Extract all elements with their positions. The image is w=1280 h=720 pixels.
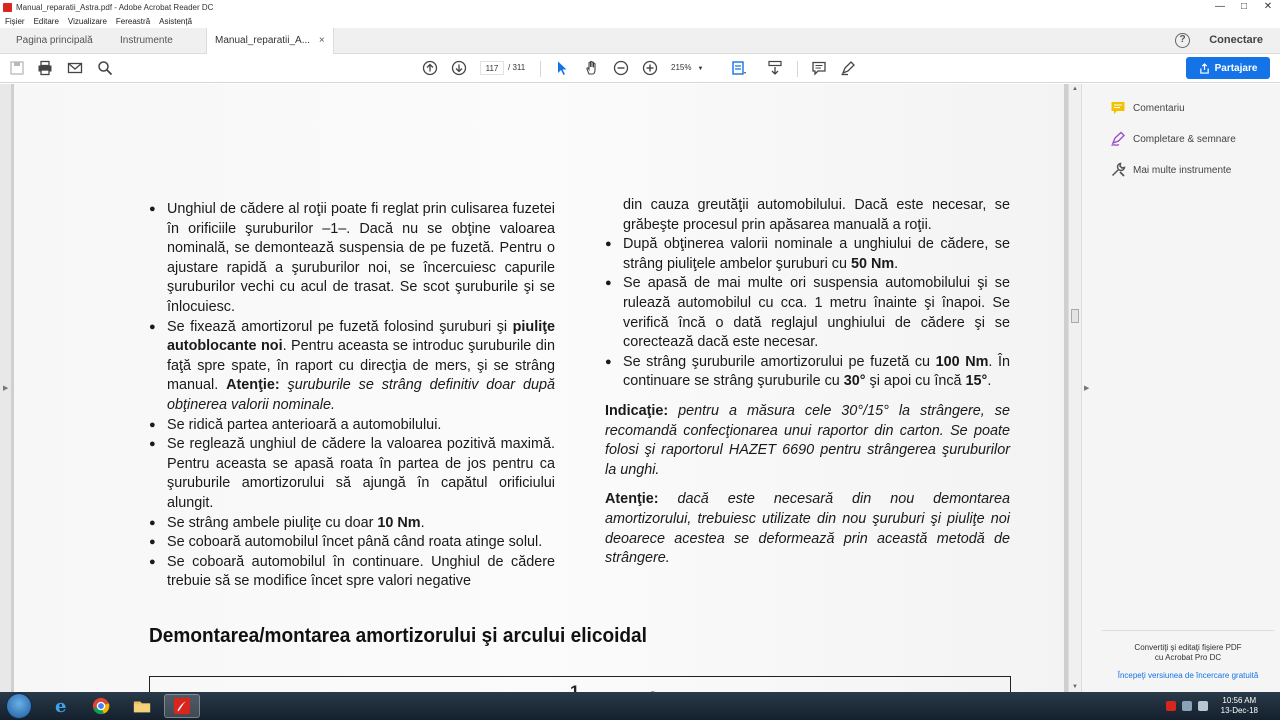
zoom-out-icon[interactable] bbox=[612, 59, 630, 77]
tools-pane bbox=[1081, 84, 1280, 692]
comment-icon bbox=[1110, 100, 1126, 116]
clock-time: 10:56 AM bbox=[1222, 696, 1257, 705]
window-title: Manual_reparatii_Astra.pdf - Adobe Acrobat Reader DC bbox=[16, 2, 214, 12]
print-icon[interactable] bbox=[36, 59, 54, 77]
scroll-up-icon[interactable]: ▲ bbox=[1072, 86, 1078, 92]
page-number-input[interactable]: 117 bbox=[480, 61, 504, 75]
list-item-continued: din cauza greutăţii automobilului. Dacă este necesar, se grăbeşte procesul prin apăsarea manuală a roţii. bbox=[623, 197, 1010, 233]
internet-explorer-icon[interactable] bbox=[44, 694, 80, 718]
promo-line1: Convertiţi şi editaţi fişiere PDF bbox=[1134, 643, 1242, 652]
fit-page-icon[interactable] bbox=[730, 59, 748, 77]
close-button[interactable]: ✕ bbox=[1263, 1, 1273, 12]
section-heading: Demontarea/montarea amortizorului şi arcului elicoidal bbox=[149, 624, 647, 647]
toolbar-divider bbox=[540, 61, 541, 77]
start-button[interactable] bbox=[6, 693, 32, 719]
note-warning: Atenţie: dacă este necesară din nou demontarea amortizorului, trebuiesc utilizate din nou şuruburi şi piuliţe noi deoarece acestea se deformează prin această metodă de strângere. bbox=[605, 491, 1010, 567]
menu-bar bbox=[0, 14, 1280, 28]
hand-icon[interactable] bbox=[583, 59, 601, 77]
menu-help[interactable]: Asistență bbox=[159, 16, 193, 26]
share-button[interactable] bbox=[1186, 57, 1270, 79]
zoom-select[interactable] bbox=[671, 61, 715, 75]
select-arrow-icon[interactable] bbox=[553, 59, 571, 77]
list-item: ● Se fixează amortizorul pe fuzetă folosind şuruburi şi piuliţe autoblocante noi. Pentru aceasta se introduc şuruburile din faţă spre spate, în raport cu direcţia de mers, şi se strâng manual. Atenţie: şuruburile se strâng definitiv doar după obţinerea valorii nominale. bbox=[149, 318, 555, 416]
system-tray bbox=[1163, 692, 1280, 720]
note-indication: Indicaţie: pentru a măsura cele 30°/15° la strângere, se recomandă confecţionarea unui raportor din carton. Se poate folosi şi raportorul HAZET 6690 pentru strângerea şuruburilor la unghi. bbox=[605, 402, 1010, 478]
highlight-icon[interactable] bbox=[839, 59, 857, 77]
list-item: ● După obţinerea valorii nominale a unghiului de cădere, se strâng piuliţele ambelor şuruburi cu 50 Nm. bbox=[605, 235, 1010, 274]
acrobat-tray-icon[interactable] bbox=[1166, 701, 1176, 711]
maximize-button[interactable]: □ bbox=[1240, 1, 1248, 12]
menu-view[interactable]: Vizualizare bbox=[67, 16, 107, 26]
clock-date: 13-Dec-18 bbox=[1220, 706, 1258, 715]
share-label: Partajare bbox=[1214, 62, 1258, 74]
menu-file[interactable]: Fișier bbox=[5, 16, 25, 26]
acrobat-app-icon bbox=[3, 3, 12, 12]
tab-document[interactable] bbox=[206, 28, 334, 54]
share-icon bbox=[1199, 63, 1210, 74]
fill-sign-icon bbox=[1110, 131, 1126, 147]
acrobat-taskbar-icon[interactable] bbox=[164, 694, 200, 718]
vertical-scrollbar[interactable] bbox=[1068, 84, 1081, 692]
window-controls bbox=[1214, 0, 1274, 14]
list-item: ● Unghiul de cădere al roţii poate fi reglat prin culisarea fuzetei în orificiile şuruburilor –1–. Dacă nu se obţine valoarea nominală, se demontează suspensia de pe fuzetă. Pentru o ajustare rapidă a şuruburilor noi, se încercuiesc capurile şuruburilor vechi cu acul de trasat. Se scot şuruburile şi se înlocuiesc. bbox=[149, 200, 555, 318]
tool-more[interactable] bbox=[1110, 160, 1231, 180]
menu-edit[interactable]: Editare bbox=[33, 16, 59, 26]
save-icon[interactable] bbox=[8, 59, 26, 77]
tab-close-icon[interactable]: × bbox=[318, 35, 325, 46]
collapse-arrow-icon[interactable]: ▶ bbox=[1084, 385, 1090, 392]
toolbar-divider bbox=[797, 61, 798, 77]
tool-fill-sign-label: Completare & semnare bbox=[1133, 133, 1236, 145]
scroll-mode-icon[interactable] bbox=[766, 59, 784, 77]
volume-icon[interactable] bbox=[1198, 701, 1208, 711]
text-column-right bbox=[605, 196, 1010, 569]
tool-comment-label: Comentariu bbox=[1133, 102, 1185, 114]
list-item: ● Se reglează unghiul de cădere la valoarea pozitivă maximă. Pentru aceasta se apasă roata în partea de jos pentru ca şuruburile amortizorului să ajungă în capătul orificiului alungit. bbox=[149, 435, 555, 513]
list-item: ● Se coboară automobilul în continuare. Unghiul de cădere trebuie să se modifice încet spre valori negative bbox=[149, 553, 555, 592]
tool-fill-sign[interactable] bbox=[1110, 129, 1236, 149]
minimize-button[interactable]: — bbox=[1215, 1, 1225, 12]
email-icon[interactable] bbox=[66, 59, 84, 77]
network-icon[interactable] bbox=[1182, 701, 1192, 711]
left-panel-toggle[interactable] bbox=[0, 84, 12, 692]
free-trial-link[interactable]: Începeţi versiunea de încercare gratuită bbox=[1117, 671, 1259, 680]
text-column-left bbox=[149, 200, 555, 592]
list-item: ● Se coboară automobilul încet până când roata atinge solul. bbox=[149, 533, 555, 553]
search-icon[interactable] bbox=[96, 59, 114, 77]
comment-icon[interactable] bbox=[810, 59, 828, 77]
page-down-icon[interactable] bbox=[450, 59, 468, 77]
page-up-icon[interactable] bbox=[421, 59, 439, 77]
windows-taskbar bbox=[0, 692, 1280, 720]
document-viewer[interactable] bbox=[12, 84, 1068, 692]
clock[interactable] bbox=[1221, 696, 1258, 716]
svg-text:e: e bbox=[55, 696, 67, 717]
tab-document-label: Manual_reparatii_A... bbox=[215, 35, 311, 46]
zoom-in-icon[interactable] bbox=[641, 59, 659, 77]
promo-line2: cu Acrobat Pro DC bbox=[1154, 653, 1222, 662]
page-total: / 311 bbox=[508, 63, 526, 72]
tab-home[interactable]: Pagina principală bbox=[16, 35, 93, 46]
list-item: ● Se strâng ambele piuliţe cu doar 10 Nm. bbox=[149, 514, 555, 534]
tools-icon bbox=[1110, 162, 1126, 178]
tab-bar bbox=[0, 28, 1280, 54]
expand-arrow-icon: ▶ bbox=[3, 385, 9, 392]
list-item: ● Se apasă de mai multe ori suspensia automobilului şi se rulează automobilul cu cca. 1 metru înainte şi înapoi. Se verifică încă o dată reglajul unghiului de cădere şi se corectează dacă este necesar. bbox=[605, 274, 1010, 352]
tool-more-label: Mai multe instrumente bbox=[1133, 164, 1232, 176]
chevron-down-icon: ▼ bbox=[697, 66, 704, 72]
chrome-icon[interactable] bbox=[83, 694, 119, 718]
file-explorer-icon[interactable] bbox=[124, 694, 160, 718]
tool-comment[interactable] bbox=[1110, 98, 1185, 118]
help-icon[interactable]: ? bbox=[1175, 33, 1190, 48]
menu-window[interactable]: Fereastră bbox=[115, 16, 151, 26]
promo-box bbox=[1102, 630, 1274, 681]
toolbar bbox=[0, 54, 1280, 83]
scroll-down-icon[interactable]: ▼ bbox=[1072, 684, 1078, 690]
connect-button[interactable]: Conectare bbox=[1209, 34, 1263, 46]
tab-tools[interactable]: Instrumente bbox=[120, 35, 173, 46]
list-item: ● Se ridică partea anterioară a automobilului. bbox=[149, 416, 555, 436]
list-item: ● Se strâng şuruburile amortizorului pe fuzetă cu 100 Nm. În continuare se strâng şuruburile cu 30° şi apoi cu încă 15°. bbox=[605, 353, 1010, 392]
title-bar bbox=[0, 0, 1280, 14]
scrollbar-thumb[interactable] bbox=[1071, 309, 1079, 323]
zoom-level: 215% bbox=[671, 63, 692, 72]
